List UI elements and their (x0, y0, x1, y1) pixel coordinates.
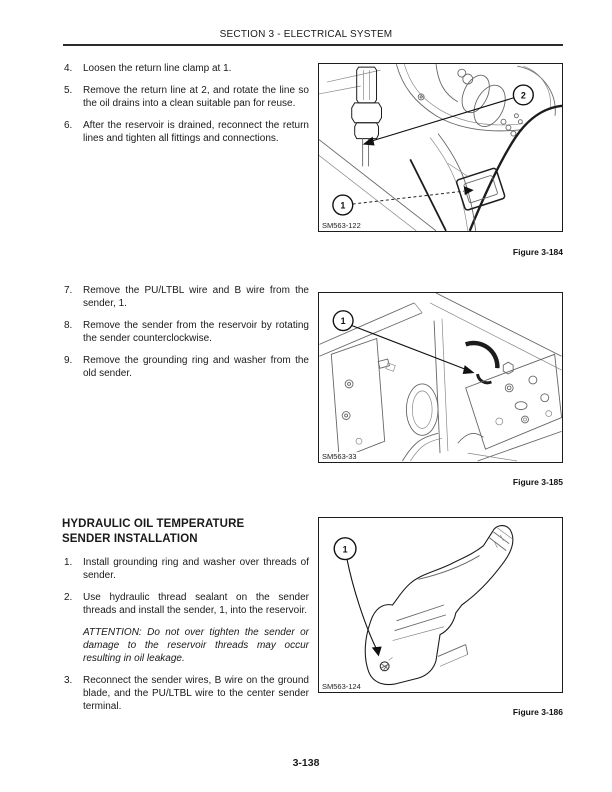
step-text: After the reservoir is drained, reconnect the return lines and tighten all fittings and connections. (83, 120, 309, 144)
install-step-1 (62, 556, 309, 582)
callout-1: 1 (340, 316, 346, 327)
figure-caption: Figure 3-185 (512, 477, 563, 487)
step-number: 6. (64, 120, 73, 131)
photo-id-label: SM563-122 (322, 221, 361, 230)
install-step-2 (62, 591, 309, 617)
section-title-line1: HYDRAULIC OIL TEMPERATURE (62, 518, 245, 530)
step-text: Remove the return line at 2, and rotate the line so the oil drains into a clean suitable pan for reuse. (83, 85, 309, 109)
line-art-return-line (319, 64, 562, 231)
installation-section (62, 517, 309, 722)
figure-3-186 (318, 517, 563, 693)
step-7 (62, 284, 309, 310)
section-title-line2: SENDER INSTALLATION (62, 533, 198, 545)
step-number: 5. (64, 85, 73, 96)
step-5 (62, 84, 309, 110)
section-title (62, 517, 309, 547)
step-text: Remove the grounding ring and washer from the old sender. (83, 355, 309, 379)
figure-caption: Figure 3-186 (512, 707, 563, 717)
step-8 (62, 319, 309, 345)
step-text: Remove the PU/LTBL wire and B wire from the sender, 1. (83, 285, 309, 309)
step-text: Remove the sender from the reservoir by rotating the sender counterclockwise. (83, 320, 309, 344)
line-art-reservoir (319, 518, 562, 692)
step-text: Use hydraulic thread sealant on the sender threads and install the sender, 1, into the reservoir. (83, 592, 309, 616)
figure-3-185 (318, 292, 563, 463)
step-text: Reconnect the sender wires, B wire on the ground blade, and the PU/LTBL wire to the center sender terminal. (83, 675, 309, 712)
figure-caption: Figure 3-184 (512, 247, 563, 257)
step-number: 4. (64, 63, 73, 74)
step-number: 7. (64, 285, 73, 296)
step-4 (62, 62, 309, 75)
attention-note: ATTENTION: Do not over tighten the sender or damage to the reservoir threads may occur resulting in oil leakage. (83, 627, 309, 664)
page-number: 3-138 (292, 757, 320, 769)
step-number: 1. (64, 557, 73, 568)
install-step-3 (62, 674, 309, 713)
page-header-title: SECTION 3 - ELECTRICAL SYSTEM (219, 29, 393, 40)
figure-3-184 (318, 63, 563, 232)
step-number: 8. (64, 320, 73, 331)
step-6 (62, 119, 309, 145)
callout-1: 1 (340, 200, 346, 211)
line-art-sender-location (319, 293, 562, 462)
step-number: 2. (64, 592, 73, 603)
callout-1: 1 (342, 544, 348, 555)
callout-2: 2 (520, 90, 526, 101)
photo-id-label: SM563-124 (322, 682, 361, 691)
header-rule (63, 44, 563, 46)
step-text: Loosen the return line clamp at 1. (83, 63, 232, 74)
step-text: Install grounding ring and washer over threads of sender. (83, 557, 309, 581)
step-number: 9. (64, 355, 73, 366)
steps-group-drain (62, 62, 309, 154)
photo-id-label: SM563-33 (322, 452, 357, 461)
step-number: 3. (64, 675, 73, 686)
steps-group-sender-removal (62, 284, 309, 389)
step-9 (62, 354, 309, 380)
